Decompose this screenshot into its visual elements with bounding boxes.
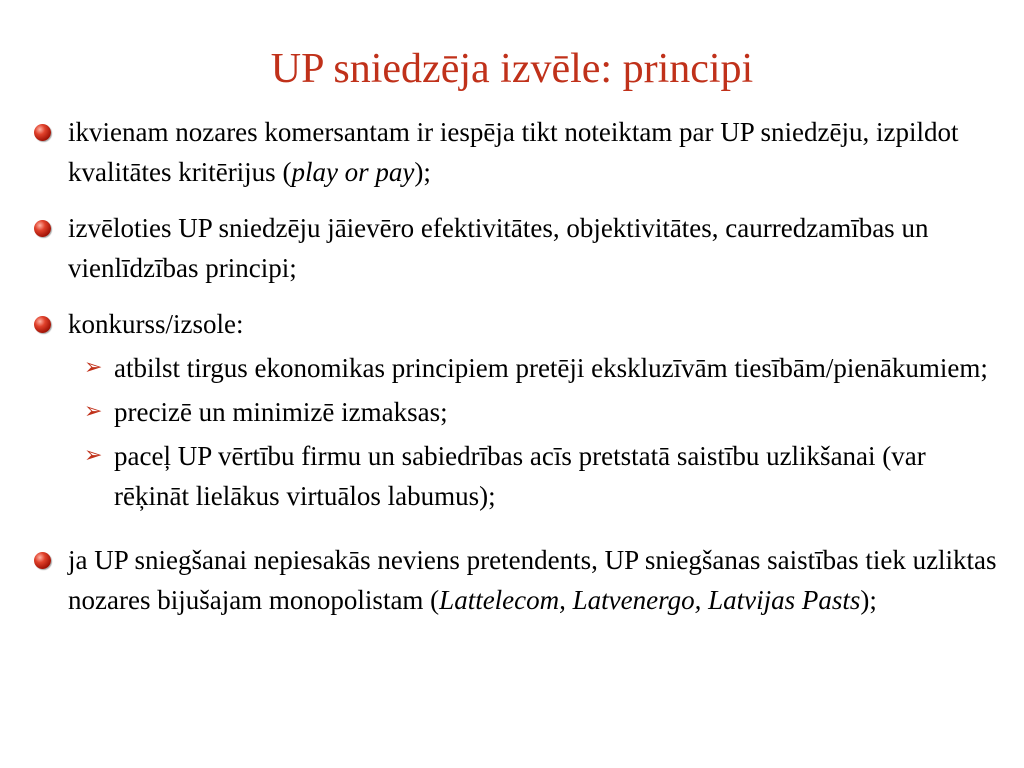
- bullet-item-2: [34, 208, 1004, 288]
- sub-bullet-text-1: atbilst tirgus ekonomikas principiem pretēji ekskluzīvām tiesībām/pienākumiem;: [114, 353, 988, 383]
- red-ball-icon: [34, 316, 51, 333]
- bullet-text-3: konkurss/izsole:: [68, 309, 244, 339]
- red-ball-icon: [34, 124, 51, 141]
- red-ball-icon: [34, 220, 51, 237]
- slide-title: UP sniedzēja izvēle: principi: [270, 46, 754, 92]
- sub-bullet-item-2: [68, 392, 1004, 432]
- bullet-item-4: [34, 540, 1004, 620]
- arrow-right-icon: ➢: [84, 443, 103, 468]
- bullet-item-3: [34, 304, 1004, 516]
- arrow-right-icon: ➢: [84, 355, 103, 380]
- bullet-text-1: ikvienam nozares komersantam ir iespēja tikt noteiktam par UP sniedzēju, izpildot kvalitātes kritērijus (play or pay);: [68, 117, 959, 187]
- sub-bullet-text-2: precizē un minimizē izmaksas;: [114, 397, 448, 427]
- bullet-text-4: ja UP sniegšanai nepiesakās neviens pretendents, UP sniegšanas saistības tiek uzliktas nozares bijušajam monopolistam (Lattelecom, Latvenergo, Latvijas Pasts);: [68, 545, 997, 615]
- sub-bullet-item-1: [68, 348, 1004, 388]
- bullet-italic-4: Lattelecom, Latvenergo, Latvijas Pasts: [439, 585, 861, 615]
- sub-bullet-list: [68, 348, 1004, 516]
- bullet-list: [34, 112, 1004, 636]
- bullet-text-2: izvēloties UP sniedzēju jāievēro efektivitātes, objektivitātes, caurredzamības un vienlīdzības principi;: [68, 213, 929, 283]
- sub-bullet-item-3: [68, 436, 1004, 516]
- arrow-right-icon: ➢: [84, 399, 103, 424]
- bullet-item-1: [34, 112, 1004, 192]
- sub-bullet-text-3: paceļ UP vērtību firmu un sabiedrības acīs pretstatā saistību uzlikšanai (var rēķināt lielākus virtuālos labumus);: [114, 441, 926, 511]
- bullet-italic-1: play or pay: [291, 157, 415, 187]
- red-ball-icon: [34, 552, 51, 569]
